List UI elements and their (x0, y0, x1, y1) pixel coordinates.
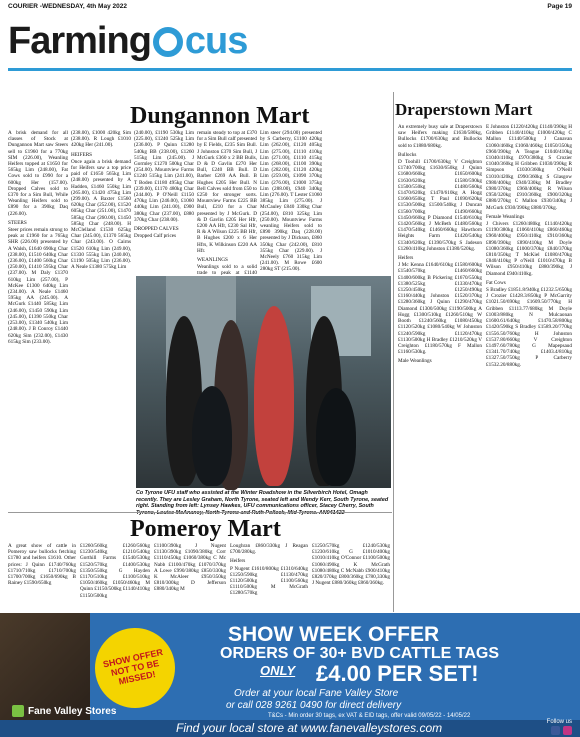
article-text: S Bradley £1851.8/940kg £1232.5/650kg J Crozier £1428.3/850kg P McGarrity £1021.50/690kg £1609.50/770kg H Gribben £1113.77/680kg M Doyle £1003/880kg N Mulcaonan £1600.61/640kg £1470.58/800kg £1420/590kg S Bradley £1589.20/770kg £1556.50/760kg H Johnston £1537.80/660kg V Creighton £1497.60/780kg G Mapepsaud £1341.70/740kg £1403.4/810kg £1327.50/750kg P Carberry £1532.20/880kg. (486, 287, 572, 368)
subhead: Heifers (398, 255, 414, 262)
subhead: WEANLINGS (197, 257, 228, 264)
ad-only-label: ONLY (260, 663, 296, 678)
ad-order-line: Order at your local Fane Valley Store (234, 688, 399, 699)
column-divider (393, 92, 394, 612)
article-text: (240.00), £1190 530kg Lim (225.00), £1240 525kg Lim (236.00). P Quinn £1280 540kg BB (238.00), £1260 515kg Lim (245.00). J Gormley £1270 500kg Char (254.00). Mountview Farms £1240 515kg Lim (241.00), T Boden £1180 495kg Char (239.00), £1170 480kg Char (244.00). P O'Neill £1150 470kg Lim (246.00), £1060 440kg Lim (241.00), £900 380kg Char (237.00), £880 370kg Char (238.00). (134, 130, 194, 223)
article-text: Steer prices remain strong to peak at £1960 for a 765kg SHR (226.00) presented by A Walsh, £1640 690kg Char (238.00), £1510 640kg Char (236.00), £1400 560kg Char (250.00), £1410 595kg Char (237.00). M Daly £1370 610kg Lim (257.00), P McKee £1300 640kg Lim (234.00). A Neale £1460 595kg AA (245.00). A McGurk £1440 585kg Lim (246.00), £1450 590kg Lim (245.00), £1390 550kg Char (253.00), £1340 540kg Lim (248.00). J B Conroy £1440 620kg Sim (232.00), £1430 615kg Sim (233.00). (8, 227, 68, 345)
masthead-rule (8, 68, 572, 71)
draperstown-headline: Draperstown Mart (395, 100, 533, 119)
ad-price: £4.00 PER SET! (316, 661, 479, 686)
subhead: DROPPED CALVES (134, 226, 179, 233)
ad-headline: SHOW WEEK OFFER (228, 623, 440, 646)
dungannon-col-4 (197, 130, 257, 277)
masthead-word-farming: Farming (8, 20, 151, 62)
subhead: Heifers (230, 558, 246, 565)
show-offer-badge: SHOW OFFER NOT TO BE MISSED! (88, 621, 183, 716)
subhead: Fat Cows (486, 279, 506, 286)
person (254, 306, 294, 486)
person (316, 388, 356, 486)
article-text: (238.00), £1000 420kg Sim (238.00). R Lough £1010 420kg Her (241.00). (71, 130, 131, 149)
pomeroy-headline: Pomeroy Mart (130, 516, 281, 542)
pomeroy-col-4 (230, 543, 308, 609)
article-text: E Johnston £1220/420kg £1140/390kg H Gribben £1140/410kg £1000/420kg C Mallon £1140/500kg J Canavan £1060/460kg £1060/460kg £1050/350kg £960/390kg A Teague £1040/410kg £1040/410kg £970/380kg S Crozier £1040/360kg H Gribben £1030/390kg R Simpson £1030/360kg O'Neill £1010/420kg £990/360kg S Glasgow £980/400kg £940/330kg M Bradley £980/370kg £960/400kg R Wilson £950/320kg £910/360kg £900/320kg £880/270kg C Mallon £930/340kg J McGurk £930/390kg £880/370kg. (486, 124, 572, 211)
article-text: £1250/570kg £1240/530kg £1230/610kg G £1010/400kg £1010/410kg O'Connor £1100/500kg £1060/490kg K McGrath £1080/480kg C McNabb £900/410kg £820/370kg £800/360kg £780,330kg J Nugent £880/360kg £860/360kg. (312, 543, 390, 587)
article-text: Weanlings sold to a solid trade to peak at £1140 (197, 264, 257, 277)
article-text: Once again a brisk demand for Heifers saw a top price paid of £1650 565kg Lim (248.00) presented by A Hadden, £1460 550kg Lim (265.00), £1420 475kg Lim (299.00). A Baxter £1560 620kg Char (252.00), £1520 605kg Char (251.00), £1470 585kg Char (260.00), £1450 585kg Char (248.00). H McClelland £1530 625kg Char (245.00), £1370 565kg Char (243.00). O Cairns £1520 610kg Lim (249.00), £1330 555kg Lim (240.00), £1190 505kg Lim (236.00). A Neale £1380 575kg Lim (71, 158, 131, 271)
subhead: STEERS (8, 219, 27, 226)
draperstown-col-1 (398, 124, 482, 610)
ad-subheadline: ORDERS OF 30+ BVD CATTLE TAGS (220, 645, 499, 662)
article-text: P Nugent £1610/800kg £1310/640kg £1250/590kg £1130/470kg £1120/500kg £1100/560kg £1110/500kg M McGrath £1280/570kg (230, 565, 308, 597)
photo-caption: Co Tyrone UFU staff who assisted at the Winter Roadshow in the Silverbirch Hotel, Omagh recently. They are Lesley Graham, North Tyrone, seated left and Wendy Kerr, South Tyrone, seated right. Standing from left: Lynsey Hawkes, UFU communications officer, Stacey Cherry, South (136, 490, 389, 510)
farming-focus-logo (8, 20, 247, 63)
dungannon-col-1 (8, 130, 68, 510)
pomeroy-col-2 (80, 543, 150, 609)
social-links (547, 719, 572, 735)
draperstown-col-2 (486, 124, 572, 610)
masthead-word-focus: cus (184, 20, 248, 62)
dungannon-headline: Dungannon Mart (130, 103, 310, 129)
focus-ring-icon (153, 27, 183, 57)
article-text: D Toohill £1700/630kg V Creighton £1740/700kg £1630/650kg J Quinn £1680/660kg £1650/600kg £1630/620kg £1580/590kg £1500/550kg £1480/560kg £1470/620kg £1470/610kg A Hogg £1660/650kg T Paul £1690/620kg £1530/500kg £1500/540kg J Duncan £1560/700kg £1490/660kg £1450/660kg P Diamond £1540/610kg £1420/560kg J McBeth £1480/560kg £1470/540kg £1460/660kg Hawthorn Heights Farm £1420/540kg £1340/620kg £1390/570kg S Jadeson £1260/410kg Johnston £1380/520kg. (398, 159, 482, 252)
article-text: Lim steer (294.00) presented by S Carberry, £1100 420kg Lim (262.00), £1120 405kg Lim (275.00), £1110 410kg Lim (271.00), £1110 415kg Lim (268.00), £1100 390kg Lim (282.00), £1120 420kg Lim (259.00), £1090 370kg Lim (276.00), £1000 375kg Lim (288.00), £940 340kg Lim (276.00). T Lester £1060 385kg Lim (275.00). J McCauley £840 330kg Char (254.00), £810 325kg Lim (250.00). Mountview Farms weanling Heifers sold to £890 390kg Daq (228.00) presented by J Dickson, £860 350kg Char (242.00), £810 355kg Char (229.00). J McNeely £760 315kg Lim (241.00). M Rowe £600 280kg ST (215.00). (260, 130, 322, 273)
fane-valley-advert[interactable] (0, 613, 580, 737)
article-text: A brisk demand for all classes of Stock at Dungannon Mart saw Steers sell to £1960 for a 770kg SIM (226.00), Weanling Heifers topped at £1650 for 565kg Lim (248.00), Fat Cows sold to £990 for a 600kg Her (157.00). Dropped Calves sold to £370 for a Sim Bull, While Weanling Heifers sold to £890 for a 390kg Daq (226.00). (8, 130, 68, 217)
subhead: Bullocks (398, 151, 417, 158)
ad-website-line[interactable]: Find your local store at www.fanevalleystores.com (176, 721, 443, 735)
article-text: Dropped Calf prices (134, 233, 177, 240)
article-text: J Chivers £1260/480kg £1140/420kg £1190/380kg £1060/410kg £860/460kg £960/400kg £950/410kg £910/360kg £890/390kg £890/410kg M Doyle £1080/360kg £1000/370kg £840/370kg £810/350kg T McKiel £1080/470kg £840/410kg P o'Neill £1010/470kg B Wilson £950/410kg £880/390kg J Diamond £940/410kg. (486, 221, 572, 277)
section-divider (8, 512, 392, 513)
fane-valley-logo-icon (12, 705, 24, 717)
pomeroy-col-5 (312, 543, 390, 609)
article-text: Loughran £860/330kg J Reagan £700/280kg. (230, 543, 308, 556)
dungannon-col-3 (134, 130, 194, 270)
dungannon-col-2 (71, 130, 131, 270)
page-header (8, 3, 572, 13)
fane-valley-logo (12, 705, 116, 717)
article-text: £1100/390kg J Nugent £1130/390kg £1090/380kg Corr £1110/450kg £1060/380kg C Mc Nabb £1100/470kg £1070/370kg A Lowe £990/380kg £850/330kg K McAleer £950/350kg £810/300kg D Jefferson £880/340kg M (154, 543, 226, 593)
article-text: £1260/560kg £1260/560kg £1230/540kg £1210/540kg Gorthill Farms £1540/530kg £1520/570kg £1400/530kg £1350/550kg G Hayden £1170/510kg £1100/510kg £1050/460kg £1050/460kg M Quinn £1150/500kg £1140/410kg £1150/500kg (80, 543, 150, 599)
issue-date: COURIER -WEDNESDAY, 4th May 2022 (8, 3, 127, 10)
article-text: An extremely busy sale at Draperstown saw Heifers making £1630/580kg, Bullocks £1700/630kg and Bullocks sold to £1880/680kg. (398, 124, 482, 149)
ad-terms: T&Cs - Min order 30 tags, ex VAT & EID tags, offer valid 09/05/22 - 14/05/22 (268, 713, 471, 719)
dungannon-col-5 (260, 130, 322, 273)
instagram-icon[interactable] (563, 726, 572, 735)
subhead: HEIFERS (71, 151, 93, 158)
cattle-photo (0, 613, 90, 720)
page-number: Page 19 (547, 3, 572, 10)
person (192, 386, 232, 486)
pomeroy-col-1 (8, 543, 76, 609)
facebook-icon[interactable] (551, 726, 560, 735)
ufu-staff-photo (136, 276, 391, 488)
article-text: A great show of cattle in Pomeroy saw bullocks fetching £1780 and heifers £1610. Other prices: J Quinn £1740/760kg £1710/710kg £1710/700kg £1700/700kg £1650/690kg B Rainey £1590/650kg (8, 543, 76, 587)
fane-valley-logo-text: Fane Valley Stores (28, 705, 117, 717)
pomeroy-col-3 (154, 543, 226, 609)
subhead: Male Weanlings (398, 358, 432, 365)
article-text: remain steady to top at £370 for a Sim Bull calf presented by E Fields, £235 Sim Bull. J Johnston £370 Sim Bull, J McGurk £360 x 2 BB Bulls, D & D Gavlin £270 Her Bull, £240 BB Bull. D Barber £269 AA Bull. B Hughes £205 Her Bull. N Bell Calves sold from £50 to £250 for stronger sorts. Mountview Farms £225 BB Bull, £210 for a Char presented by J McGurk. D & D Gavlin £205 Her Hfr, £200 AA Hfr, £230 Sal Hfr, R & A Wilson £225 BB Hfr, B Hughes £200 x 6 Her Hfrs, K Wilkinson £220 AA Hfr. (197, 130, 257, 254)
follow-us-label: Follow us (546, 719, 572, 725)
masthead (8, 14, 572, 72)
subhead: Female Weanlings (486, 213, 525, 220)
ad-phone-line[interactable]: or call 028 9261 0490 for direct delivery (226, 700, 402, 711)
article-text: J Mc Kenna £1640/610kg £1580/600kg £1540/570kg £1460/660kg £1400/600kg B Pickering £1670/550kg £1380/525kg £1330/470kg £1250/450kg £1250/490kg £1160/440kg Johnston £1520/370kg £1280/360kg J Quinn £1290/470kg Diamond £1300/500kg £1190/500kg A Hogg £1300/510kg £1260/510kg W Booth £1240/560kg £1080/450kg £1120/520kg £1080/540kg W Johnston £1240/590kg £1120/470kg £1130/500kg H Bradley £1210/520kg V Creighton £1180/570kg F Mallon £1160/530kg. (398, 262, 482, 356)
